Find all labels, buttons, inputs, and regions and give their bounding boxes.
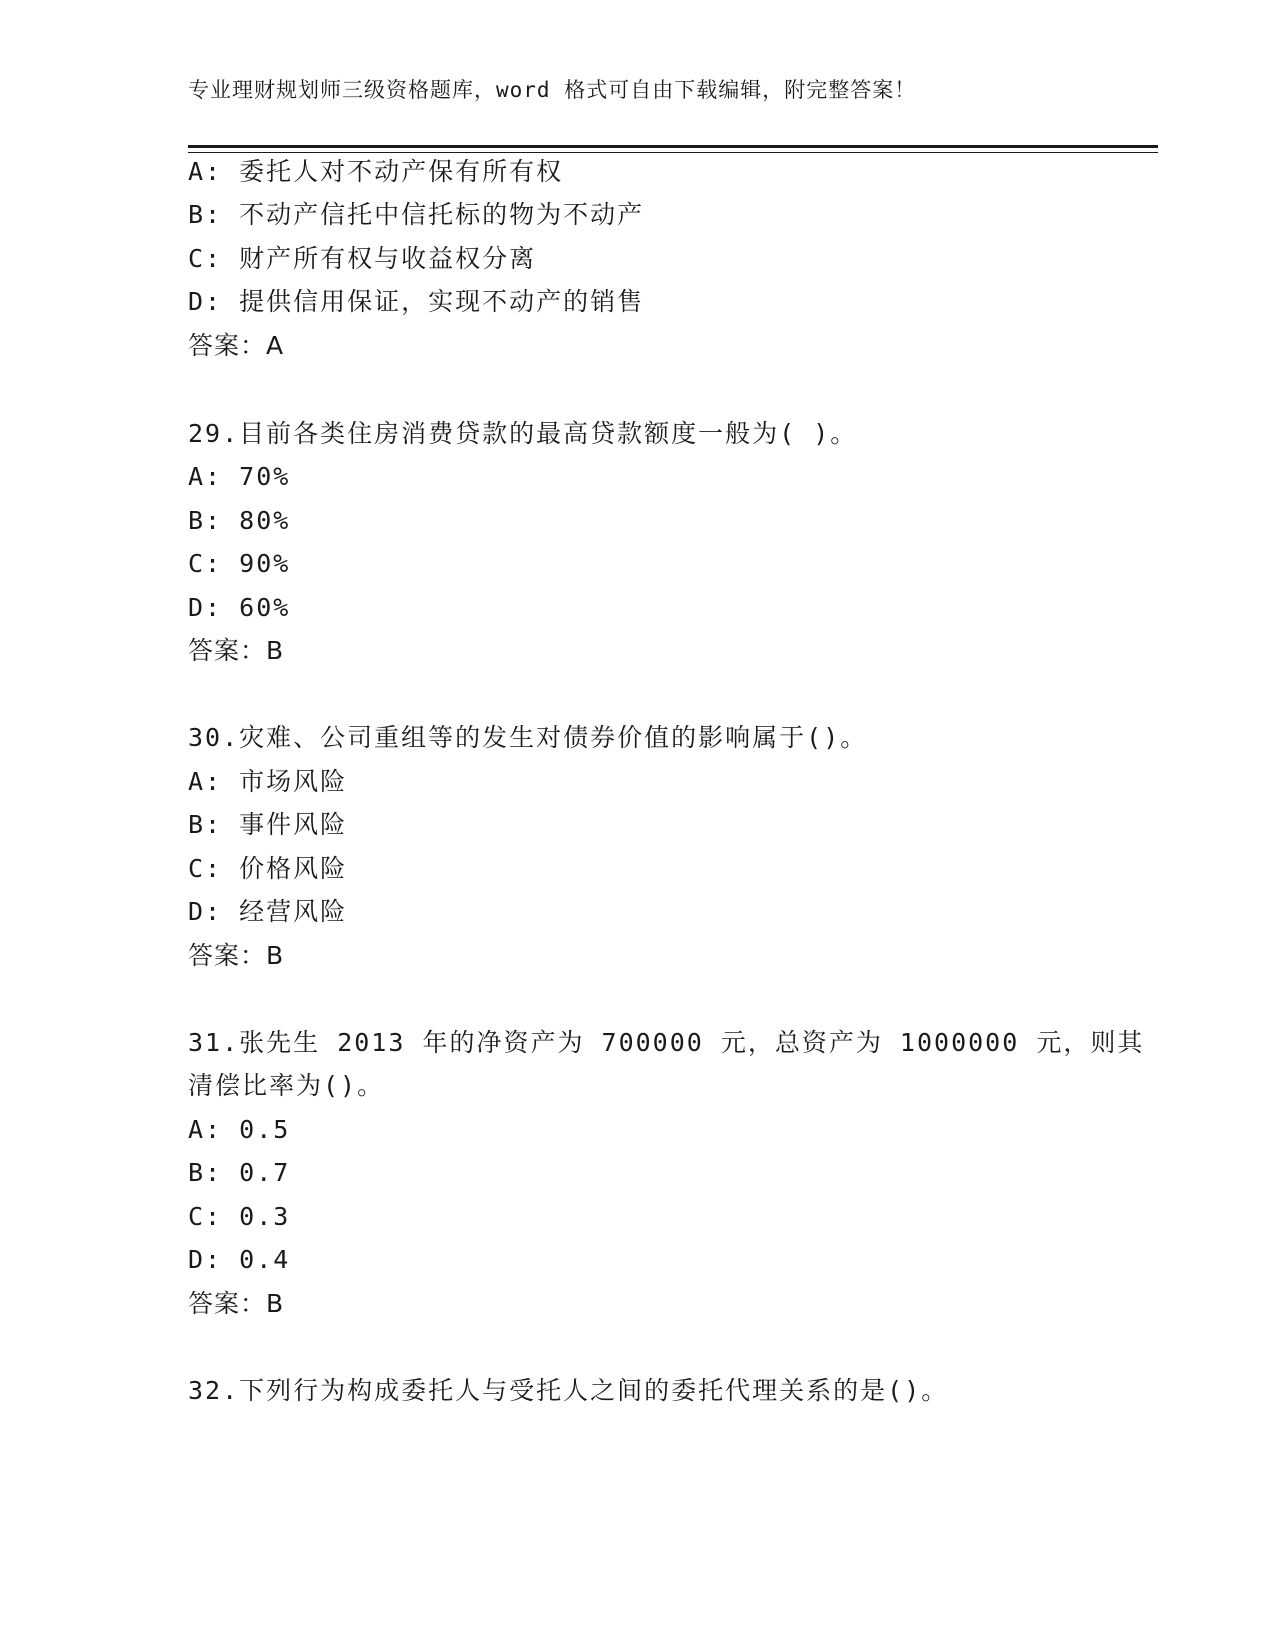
q29-option-d: D: 60%: [188, 593, 291, 622]
q28-option-a: A: 委托人对不动产保有所有权: [188, 157, 564, 186]
page-header: 专业理财规划师三级资格题库，word 格式可自由下载编辑，附完整答案！: [188, 78, 917, 102]
q31-question-line1: 31.张先生 2013 年的净资产为 700000 元，总资产为 1000000 元，则其: [188, 1028, 1145, 1057]
q31-option-b: B: 0.7: [188, 1158, 291, 1187]
q29-option-c: C: 90%: [188, 549, 291, 578]
q31-question-line2: 清偿比率为()。: [188, 1071, 385, 1100]
q28-option-b: B: 不动产信托中信托标的物为不动产: [188, 200, 645, 229]
q29-option-a: A: 70%: [188, 462, 291, 491]
q32-question: 32.下列行为构成委托人与受托人之间的委托代理关系的是()。: [188, 1376, 949, 1405]
q28-option-c: C: 财产所有权与收益权分离: [188, 244, 537, 273]
q30-question: 30.灾难、公司重组等的发生对债券价值的影响属于()。: [188, 723, 868, 752]
header-divider-thin: [188, 152, 1158, 153]
q30-option-d: D: 经营风险: [188, 897, 348, 926]
q28-option-d: D: 提供信用保证，实现不动产的销售: [188, 287, 645, 316]
q31-answer: 答案：B: [188, 1289, 285, 1318]
header-divider-thick: [188, 145, 1158, 148]
q31-option-d: D: 0.4: [188, 1245, 291, 1274]
q29-answer: 答案：B: [188, 636, 285, 665]
q29-question: 29.目前各类住房消费贷款的最高贷款额度一般为( )。: [188, 419, 858, 448]
q30-option-b: B: 事件风险: [188, 810, 348, 839]
q30-answer: 答案：B: [188, 941, 285, 970]
q30-option-c: C: 价格风险: [188, 854, 348, 883]
q28-answer: 答案：A: [188, 331, 285, 360]
q31-option-a: A: 0.5: [188, 1115, 291, 1144]
q30-option-a: A: 市场风险: [188, 767, 348, 796]
q29-option-b: B: 80%: [188, 506, 291, 535]
q31-option-c: C: 0.3: [188, 1202, 291, 1231]
